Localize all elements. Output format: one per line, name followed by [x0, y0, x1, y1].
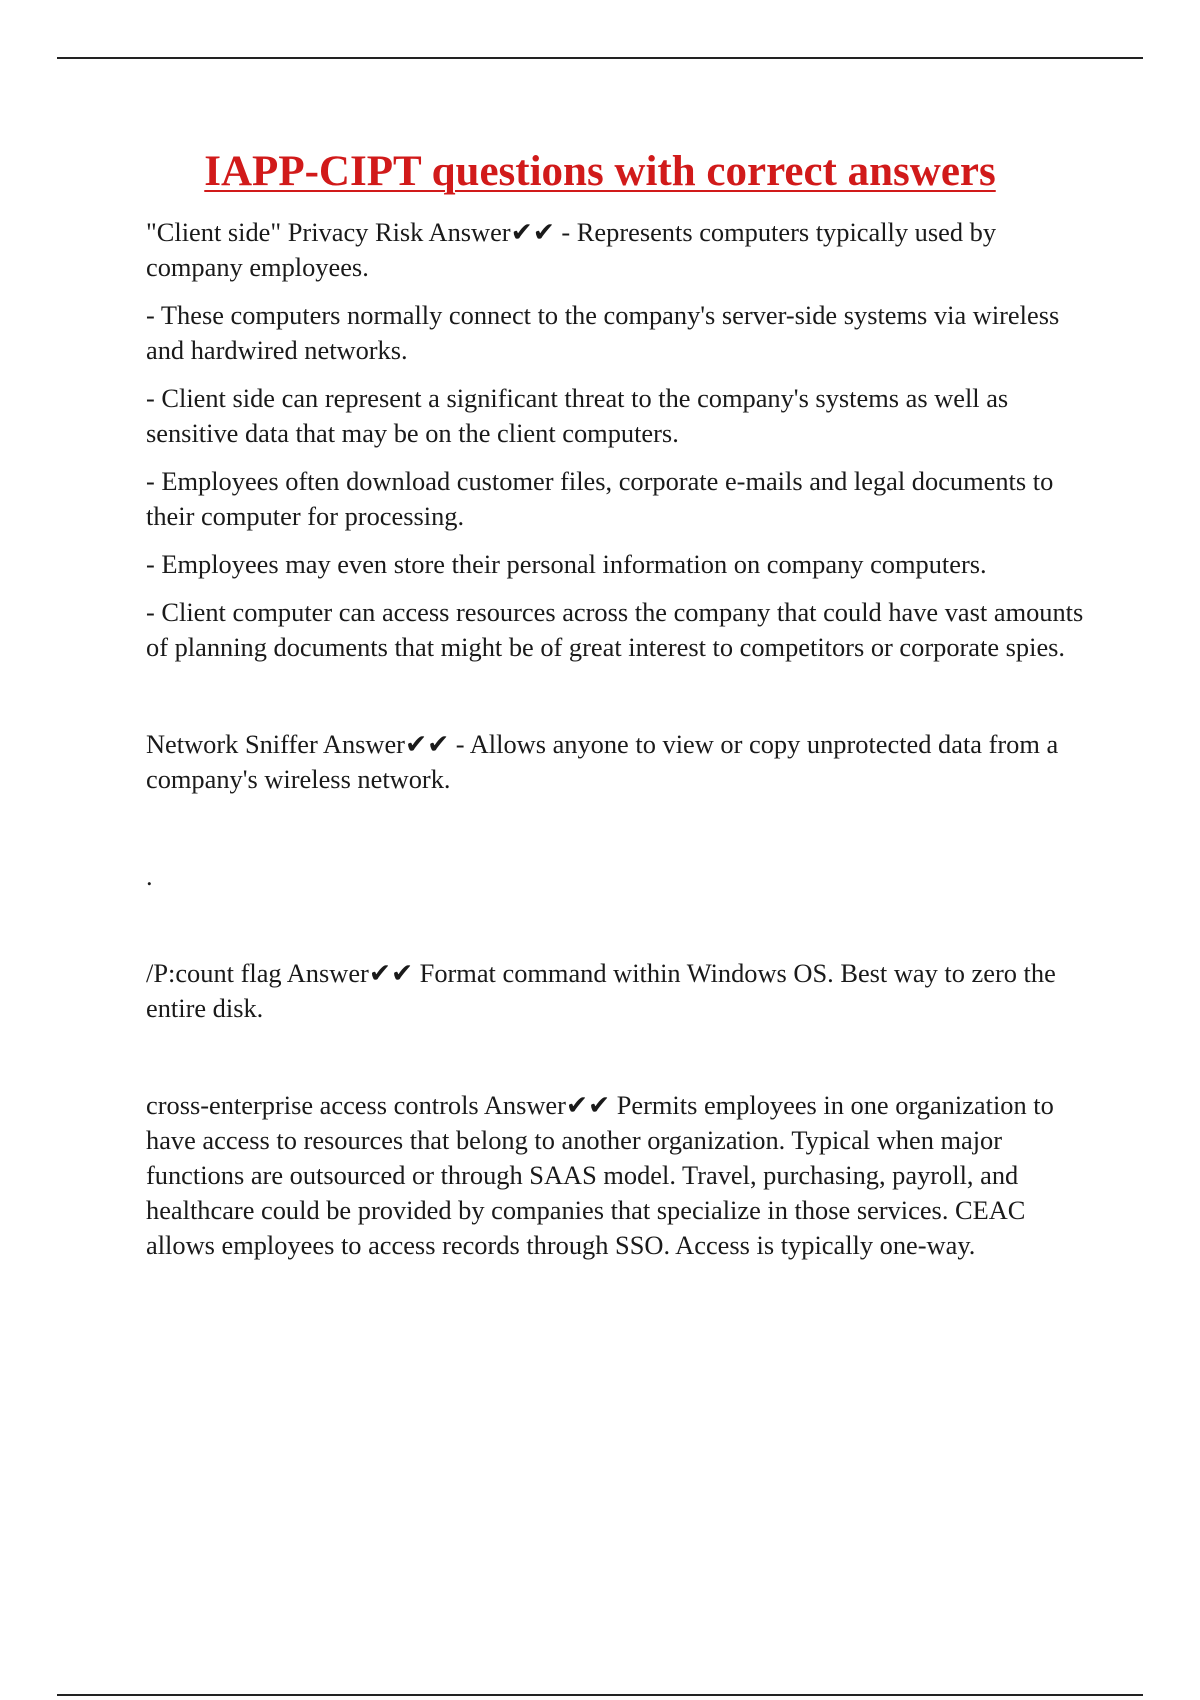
paragraph-client-side-bullet: - These computers normally connect to the company's server-side systems via wireless and hardwired networks. [146, 300, 1060, 365]
document-body [146, 215, 1086, 1263]
paragraph-client-side-definition: "Client side" Privacy Risk Answer✔✔ - Represents computers typically used by company employees. [146, 217, 997, 282]
top-rule [57, 57, 1143, 59]
paragraph-client-side-bullet: - Employees often download customer files, corporate e-mails and legal documents to their computer for processing. [146, 466, 1054, 531]
paragraph-count-flag: /P:count flag Answer✔✔ Format command within Windows OS. Best way to zero the entire disk. [146, 958, 1056, 1023]
bottom-rule [57, 1694, 1143, 1696]
paragraph-client-side-bullet: - Client side can represent a significant threat to the company's systems as well as sensitive data that may be on the client computers. [146, 383, 1009, 448]
paragraph-separator-dot: . [146, 861, 153, 891]
page-title: IAPP-CIPT questions with correct answers [204, 148, 996, 195]
paragraph-network-sniffer: Network Sniffer Answer✔✔ - Allows anyone to view or copy unprotected data from a company's wireless network. [146, 729, 1059, 794]
paragraph-client-side-bullet: - Client computer can access resources across the company that could have vast amounts of planning documents that might be of great interest to competitors or corporate spies. [146, 597, 1084, 662]
paragraph-cross-enterprise-access: cross-enterprise access controls Answer✔✔ Permits employees in one organization to have access to resources that belong to another organization. Typical when major functions are outsourced or through SAAS model. Travel, purchasing, payroll, and healthcare could be provided by companies that specialize in those services. CEAC allows employees to access records through SSO. Access is typically one-way. [146, 1090, 1054, 1260]
paragraph-client-side-bullet: - Employees may even store their personal information on company computers. [146, 549, 987, 579]
